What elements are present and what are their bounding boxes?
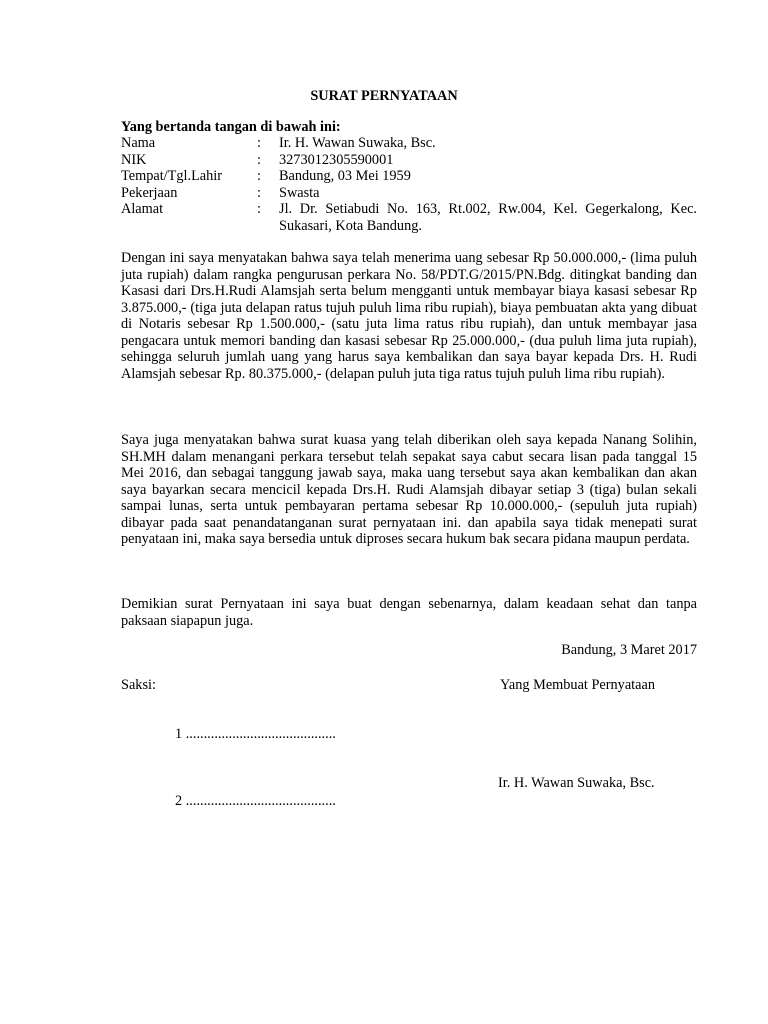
identity-value: 3273012305590001	[279, 152, 394, 168]
place-date: Bandung, 3 Maret 2017	[561, 642, 697, 658]
identity-value: Jl. Dr. Setiabudi No. 163, Rt.002, Rw.004, Kel. Gegerkalong, Kec. Sukasari, Kota Bandung.	[279, 201, 697, 234]
identity-colon: :	[257, 201, 261, 217]
document-title: SURAT PERNYATAAN	[310, 88, 458, 104]
witness-label: Saksi:	[121, 677, 156, 693]
identity-colon: :	[257, 135, 261, 151]
intro-line: Yang bertanda tangan di bawah ini:	[121, 119, 341, 135]
identity-label: Pekerjaan	[121, 185, 178, 201]
witness-2-line: 2 ..........................................	[175, 793, 336, 809]
maker-name: Ir. H. Wawan Suwaka, Bsc.	[498, 775, 655, 791]
identity-colon: :	[257, 185, 261, 201]
witness-1-line: 1 ..........................................	[175, 726, 336, 742]
identity-colon: :	[257, 152, 261, 168]
identity-label: NIK	[121, 152, 147, 168]
identity-value: Bandung, 03 Mei 1959	[279, 168, 411, 184]
paragraph-receipt: Dengan ini saya menyatakan bahwa saya telah menerima uang sebesar Rp 50.000.000,- (lima puluh juta rupiah) dalam rangka pengurusan perkara No. 58/PDT.G/2015/PN.Bdg. ditingkat banding dan Kasasi dari Drs.H.Rudi Alamsjah serta belum mengganti untuk membayar biaya kasasi sebesar Rp 3.875.000,- (tiga juta delapan ratus tujuh puluh lima ribu rupiah), biaya pembuatan akta yang dibuat di Notaris sebesar Rp 1.500.000,- (satu juta lima ratus ribu rupiah), dan untuk membayar jasa pengacara untuk memori banding dan kasasi sebesar Rp 25.000.000,- (dua puluh lima juta rupiah), sehingga seluruh jumlah uang yang harus saya kembalikan dan saya bayar kepada Drs. H. Rudi Alamsjah sebesar Rp. 80.375.000,- (delapan puluh juta tiga ratus tujuh puluh lima ribu rupiah).	[121, 250, 697, 382]
identity-label: Alamat	[121, 201, 164, 217]
paragraph-closing: Demikian surat Pernyataan ini saya buat dengan sebenarnya, dalam keadaan sehat dan tanpa paksaan siapapun juga.	[121, 596, 697, 629]
identity-colon: :	[257, 168, 261, 184]
paragraph-power-of-attorney: Saya juga menyatakan bahwa surat kuasa yang telah diberikan oleh saya kepada Nanang Solihin, SH.MH dalam menangani perkara tersebut telah sepakat saya cabut secara lisan pada tanggal 15 Mei 2016, dan sebagai tanggung jawab saya, maka uang tersebut saya akan kembalikan dan akan saya bayarkan secara mencicil kepada Drs.H. Rudi Alamsjah dibayar setiap 3 (tiga) bulan sekali sampai lunas, serta untuk pembayaran pertama sebesar Rp 10.000.000,- (sepuluh juta rupiah) dibayar pada saat penandatanganan surat pernyataan ini. dan apabila saya tidak menepati surat penyataan ini, maka saya bersedia untuk diproses secara hukum bak secara pidana maupun perdata.	[121, 432, 697, 547]
maker-label: Yang Membuat Pernyataan	[500, 677, 655, 693]
identity-value: Ir. H. Wawan Suwaka, Bsc.	[279, 135, 436, 151]
identity-label: Tempat/Tgl.Lahir	[121, 168, 223, 184]
identity-value: Swasta	[279, 185, 320, 201]
identity-label: Nama	[121, 135, 156, 151]
